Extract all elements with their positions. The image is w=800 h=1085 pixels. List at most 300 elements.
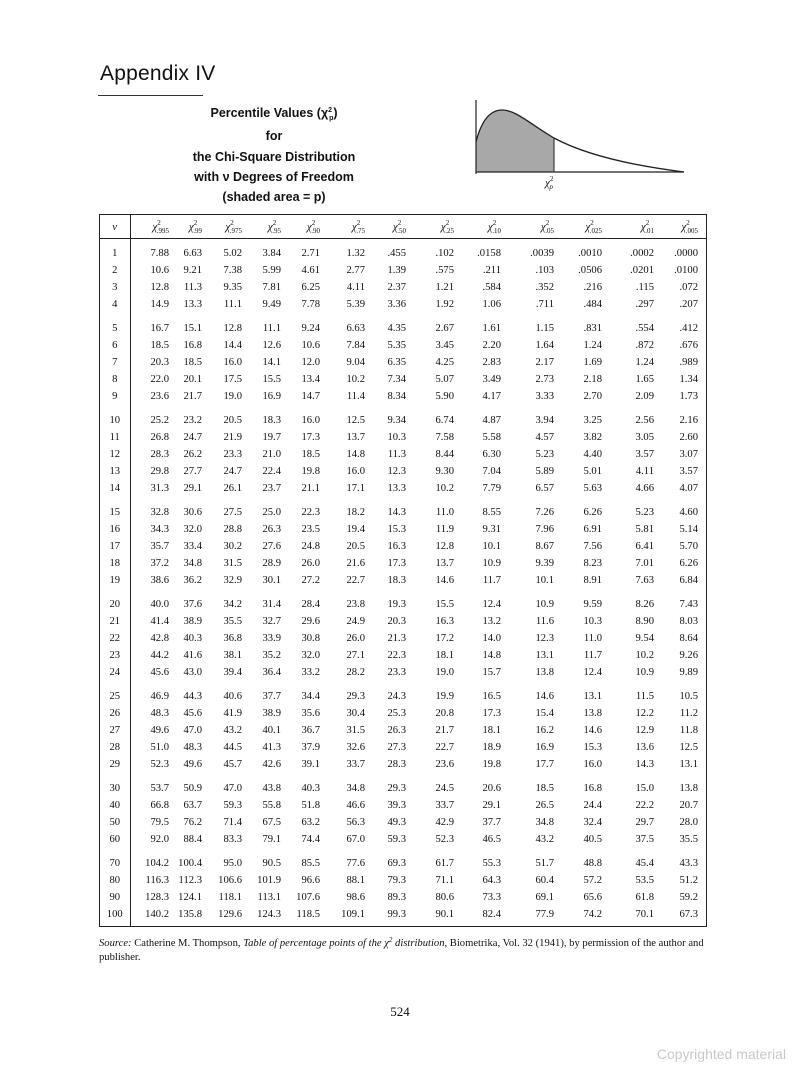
- heading-line-4: with ν Degrees of Freedom: [194, 169, 354, 184]
- table-cell: 1.21: [435, 282, 454, 293]
- table-cell: 15.0: [635, 783, 654, 794]
- table-cell: 38.9: [262, 708, 281, 719]
- table-cell: 52.3: [150, 759, 169, 770]
- table-cell: 44.2: [150, 650, 169, 661]
- header-col-sub: .50: [397, 226, 406, 235]
- table-cell: 2.83: [482, 357, 501, 368]
- table-cell: 1.65: [635, 374, 654, 385]
- table-cell: 88.1: [346, 875, 365, 886]
- table-cell: 6.63: [183, 248, 202, 259]
- table-cell: 104.2: [145, 858, 169, 869]
- table-cell: 7.43: [679, 599, 698, 610]
- table-cell: 19.0: [223, 391, 242, 402]
- table-row: [100, 722, 706, 739]
- header-col-sup: 2: [686, 218, 690, 227]
- table-cell: 14.9: [150, 299, 169, 310]
- table-cell: 2.16: [679, 415, 698, 426]
- table-cell: 9.35: [223, 282, 242, 293]
- table-cell: 3.57: [679, 466, 698, 477]
- table-cell: 27.5: [223, 507, 242, 518]
- row-nu: 23: [100, 647, 130, 664]
- table-cell: 20.1: [183, 374, 202, 385]
- table-cell: 9.30: [435, 466, 454, 477]
- table-cell: 36.4: [262, 667, 281, 678]
- table-cell: 59.3: [223, 800, 242, 811]
- table-cell: 5.58: [482, 432, 501, 443]
- table-cell: 30.1: [262, 575, 281, 586]
- table-cell: 5.23: [635, 507, 654, 518]
- table-cell: 11.6: [535, 616, 554, 627]
- table-cell: 10.5: [679, 691, 698, 702]
- table-cell: 10.9: [635, 667, 654, 678]
- table-cell: .676: [679, 340, 698, 351]
- table-cell: 10.3: [583, 616, 602, 627]
- table-cell: 15.5: [262, 374, 281, 385]
- table-cell: 79.5: [150, 817, 169, 828]
- table-cell: 26.1: [223, 483, 242, 494]
- table-cell: 35.5: [223, 616, 242, 627]
- table-cell: 1.61: [482, 323, 501, 334]
- table-cell: 11.3: [387, 449, 406, 460]
- table-row: [100, 906, 706, 926]
- table-cell: 10.2: [435, 483, 454, 494]
- table-cell: 29.1: [482, 800, 501, 811]
- row-nu: 24: [100, 664, 130, 681]
- table-cell: 79.1: [262, 834, 281, 845]
- table-cell: 40.6: [223, 691, 242, 702]
- table-row: [100, 630, 706, 647]
- table-cell: 4.87: [482, 415, 501, 426]
- table-cell: 13.3: [387, 483, 406, 494]
- table-cell: 23.5: [301, 524, 320, 535]
- chi-square-table-frame: [99, 214, 707, 927]
- heading-line-1-sub: p: [329, 115, 334, 122]
- table-cell: 37.5: [635, 834, 654, 845]
- table-row: [100, 429, 706, 446]
- table-cell: 42.6: [262, 759, 281, 770]
- table-cell: 3.25: [583, 415, 602, 426]
- table-cell: 4.57: [535, 432, 554, 443]
- table-cell: 40.3: [301, 783, 320, 794]
- table-cell: .412: [679, 323, 698, 334]
- table-cell: 10.9: [482, 558, 501, 569]
- table-cell: 5.39: [346, 299, 365, 310]
- table-cell: 98.6: [346, 892, 365, 903]
- header-col-symbol: χ: [487, 220, 493, 233]
- table-cell: 6.35: [387, 357, 406, 368]
- table-cell: 14.7: [301, 391, 320, 402]
- table-row: [100, 831, 706, 848]
- table-cell: 12.8: [223, 323, 242, 334]
- table-cell: 7.81: [262, 282, 281, 293]
- table-cell: 7.56: [583, 541, 602, 552]
- table-cell: 27.7: [183, 466, 202, 477]
- table-cell: 59.2: [679, 892, 698, 903]
- table-cell: .207: [679, 299, 698, 310]
- table-cell: 112.3: [178, 875, 202, 886]
- table-cell: 18.1: [482, 725, 501, 736]
- table-cell: 140.2: [145, 909, 169, 920]
- table-cell: 82.4: [482, 909, 501, 920]
- table-cell: 11.3: [183, 282, 202, 293]
- header-col-5: [328, 215, 373, 239]
- table-cell: 4.07: [679, 483, 698, 494]
- table-cell: 100.4: [178, 858, 202, 869]
- table-cell: 7.01: [635, 558, 654, 569]
- table-cell: 22.7: [435, 742, 454, 753]
- table-cell: 16.9: [262, 391, 281, 402]
- table-cell: 8.67: [535, 541, 554, 552]
- header-col-sup: 2: [492, 218, 497, 227]
- table-cell: .0010: [578, 248, 602, 259]
- header-col-symbol: χ: [640, 220, 646, 233]
- table-cell: 12.5: [346, 415, 365, 426]
- table-cell: 47.0: [183, 725, 202, 736]
- table-cell: 1.06: [482, 299, 501, 310]
- table-cell: 9.34: [387, 415, 406, 426]
- table-cell: 9.49: [262, 299, 281, 310]
- page-number: 524: [390, 1004, 410, 1019]
- table-heading: [140, 103, 408, 207]
- table-cell: 22.4: [262, 466, 281, 477]
- row-nu: 17: [100, 538, 130, 555]
- header-col-sub: .99: [193, 226, 202, 235]
- table-cell: 46.6: [346, 800, 365, 811]
- table-cell: 16.5: [482, 691, 501, 702]
- table-cell: 3.57: [635, 449, 654, 460]
- table-cell: 34.8: [346, 783, 365, 794]
- header-col-sub: .10: [492, 226, 501, 235]
- table-cell: 46.5: [482, 834, 501, 845]
- table-cell: 2.73: [535, 374, 554, 385]
- table-cell: 55.3: [482, 858, 501, 869]
- source-italic-title-2: distribution: [392, 938, 445, 949]
- table-cell: 42.8: [150, 633, 169, 644]
- table-row: [100, 337, 706, 354]
- header-col-sup: 2: [356, 218, 361, 227]
- table-cell: 19.8: [482, 759, 501, 770]
- header-col-sup: 2: [311, 218, 316, 227]
- table-cell: 61.8: [635, 892, 654, 903]
- table-cell: 17.5: [223, 374, 242, 385]
- table-cell: 25.0: [262, 507, 281, 518]
- table-cell: 21.3: [387, 633, 406, 644]
- table-cell: 14.4: [223, 340, 242, 351]
- table-cell: 7.58: [435, 432, 454, 443]
- table-cell: 28.3: [387, 759, 406, 770]
- table-cell: 2.67: [435, 323, 454, 334]
- table-cell: 13.2: [482, 616, 501, 627]
- figure-percentile-label: [545, 177, 553, 189]
- header-col-sup: 2: [445, 218, 450, 227]
- row-nu: 13: [100, 463, 130, 480]
- table-row: [100, 388, 706, 405]
- table-cell: 83.3: [223, 834, 242, 845]
- table-cell: 48.8: [583, 858, 602, 869]
- table-cell: 17.7: [535, 759, 554, 770]
- table-cell: 59.3: [387, 834, 406, 845]
- table-cell: 24.9: [346, 616, 365, 627]
- table-cell: 22.0: [150, 374, 169, 385]
- header-col-sup: 2: [590, 218, 594, 227]
- table-cell: 34.3: [150, 524, 169, 535]
- table-cell: 51.8: [301, 800, 320, 811]
- table-cell: 2.17: [535, 357, 554, 368]
- source-italic-sup: 2: [388, 936, 393, 944]
- table-row: [100, 572, 706, 589]
- table-cell: 48.3: [150, 708, 169, 719]
- table-cell: 9.04: [346, 357, 365, 368]
- table-cell: 9.39: [535, 558, 554, 569]
- row-nu: 60: [100, 831, 130, 848]
- table-cell: 95.0: [223, 858, 242, 869]
- table-row: [100, 239, 706, 263]
- table-cell: 43.2: [535, 834, 554, 845]
- table-row: [100, 889, 706, 906]
- table-cell: 2.18: [583, 374, 602, 385]
- table-cell: 21.9: [223, 432, 242, 443]
- table-cell: 18.5: [150, 340, 169, 351]
- table-cell: 33.7: [346, 759, 365, 770]
- table-cell: 29.7: [635, 817, 654, 828]
- table-cell: 51.2: [679, 875, 698, 886]
- table-cell: 101.9: [257, 875, 281, 886]
- table-cell: 64.3: [482, 875, 501, 886]
- header-col-1: [177, 215, 210, 239]
- row-nu: 19: [100, 572, 130, 589]
- header-col-10: [562, 215, 610, 239]
- table-cell: 4.35: [387, 323, 406, 334]
- header-col-symbol: χ: [440, 220, 446, 233]
- row-nu: 10: [100, 405, 130, 429]
- table-cell: 13.1: [583, 691, 602, 702]
- header-col-sub: .01: [645, 226, 654, 235]
- table-cell: 44.5: [223, 742, 242, 753]
- table-cell: 5.23: [535, 449, 554, 460]
- table-cell: 90.1: [435, 909, 454, 920]
- source-note: [99, 937, 707, 964]
- table-cell: 15.5: [435, 599, 454, 610]
- table-row: [100, 872, 706, 889]
- table-cell: 13.1: [679, 759, 698, 770]
- table-cell: .297: [635, 299, 654, 310]
- table-cell: 13.7: [346, 432, 365, 443]
- table-cell: 40.1: [262, 725, 281, 736]
- header-col-sub: .95: [272, 226, 281, 235]
- table-cell: .575: [435, 265, 454, 276]
- header-col-sub: .995: [156, 226, 169, 235]
- table-cell: 96.6: [301, 875, 320, 886]
- table-row: [100, 279, 706, 296]
- table-row: [100, 354, 706, 371]
- table-cell: 12.4: [583, 667, 602, 678]
- header-col-7: [414, 215, 462, 239]
- table-cell: 16.3: [387, 541, 406, 552]
- table-cell: 31.5: [223, 558, 242, 569]
- table-cell: 43.0: [183, 667, 202, 678]
- table-cell: 13.8: [583, 708, 602, 719]
- table-cell: 22.7: [346, 575, 365, 586]
- table-cell: 33.7: [435, 800, 454, 811]
- table-cell: 33.2: [301, 667, 320, 678]
- table-cell: 79.3: [387, 875, 406, 886]
- table-cell: 129.6: [218, 909, 242, 920]
- table-cell: 15.3: [583, 742, 602, 753]
- table-cell: 13.8: [679, 783, 698, 794]
- table-cell: 26.5: [535, 800, 554, 811]
- header-col-11: [610, 215, 662, 239]
- row-nu: 11: [100, 429, 130, 446]
- table-cell: 14.6: [535, 691, 554, 702]
- table-cell: 8.26: [635, 599, 654, 610]
- table-cell: 77.9: [535, 909, 554, 920]
- table-body: [100, 239, 706, 927]
- copyright-watermark: Copyrighted material: [656, 1046, 786, 1062]
- header-col-symbol: χ: [267, 220, 273, 233]
- table-cell: 11.7: [583, 650, 602, 661]
- table-cell: 61.7: [435, 858, 454, 869]
- table-cell: 50.9: [183, 783, 202, 794]
- row-nu: 14: [100, 480, 130, 497]
- table-cell: 12.9: [635, 725, 654, 736]
- table-row: [100, 848, 706, 872]
- table-row: [100, 521, 706, 538]
- table-cell: 8.55: [482, 507, 501, 518]
- table-cell: 67.0: [346, 834, 365, 845]
- table-cell: 43.3: [679, 858, 698, 869]
- table-cell: 20.5: [346, 541, 365, 552]
- table-cell: 30.4: [346, 708, 365, 719]
- table-cell: 3.36: [387, 299, 406, 310]
- table-row: [100, 262, 706, 279]
- table-cell: 27.1: [346, 650, 365, 661]
- table-cell: 80.6: [435, 892, 454, 903]
- table-row: [100, 538, 706, 555]
- table-cell: 19.9: [435, 691, 454, 702]
- table-cell: 1.34: [679, 374, 698, 385]
- table-cell: 3.07: [679, 449, 698, 460]
- table-cell: 17.3: [482, 708, 501, 719]
- table-cell: 9.21: [183, 265, 202, 276]
- figure-label-sub: p: [549, 183, 553, 191]
- table-cell: 3.84: [262, 248, 281, 259]
- table-row: [100, 705, 706, 722]
- header-col-8: [462, 215, 509, 239]
- table-cell: 3.49: [482, 374, 501, 385]
- table-cell: 13.7: [435, 558, 454, 569]
- source-text-2: , Biometrika, Vol. 32 (1941), by permission of the author and publisher.: [99, 938, 704, 963]
- table-cell: .455: [387, 248, 406, 259]
- table-cell: 5.07: [435, 374, 454, 385]
- table-cell: 16.8: [183, 340, 202, 351]
- row-nu: 12: [100, 446, 130, 463]
- table-cell: 17.2: [435, 633, 454, 644]
- table-cell: .352: [535, 282, 554, 293]
- source-italic-title: Table of percentage points of the χ: [243, 938, 389, 949]
- table-cell: 31.3: [150, 483, 169, 494]
- table-cell: 16.0: [346, 466, 365, 477]
- table-cell: 49.6: [150, 725, 169, 736]
- table-cell: 26.0: [301, 558, 320, 569]
- table-cell: .0506: [578, 265, 602, 276]
- header-col-sub: .05: [545, 226, 554, 235]
- table-cell: 32.0: [183, 524, 202, 535]
- table-cell: 7.78: [301, 299, 320, 310]
- table-row: [100, 681, 706, 705]
- table-cell: 24.5: [435, 783, 454, 794]
- row-nu: 2: [100, 262, 130, 279]
- table-cell: 23.6: [150, 391, 169, 402]
- table-cell: 29.1: [183, 483, 202, 494]
- table-cell: 11.5: [635, 691, 654, 702]
- table-cell: 29.3: [346, 691, 365, 702]
- table-cell: .211: [482, 265, 501, 276]
- table-cell: 8.64: [679, 633, 698, 644]
- table-cell: 9.31: [482, 524, 501, 535]
- table-cell: 16.3: [435, 616, 454, 627]
- table-cell: 6.25: [301, 282, 320, 293]
- table-cell: .584: [482, 282, 501, 293]
- table-cell: 51.0: [150, 742, 169, 753]
- title-underline: [98, 95, 203, 96]
- table-cell: 19.4: [346, 524, 365, 535]
- table-cell: 28.4: [301, 599, 320, 610]
- table-cell: 118.5: [296, 909, 320, 920]
- header-col-sub: .975: [229, 226, 242, 235]
- table-cell: 26.8: [150, 432, 169, 443]
- table-cell: 22.2: [635, 800, 654, 811]
- source-label: Source:: [99, 938, 132, 949]
- heading-line-3: the Chi-Square Distribution: [192, 149, 356, 164]
- table-cell: 16.0: [583, 759, 602, 770]
- table-cell: 41.3: [262, 742, 281, 753]
- table-cell: 10.6: [301, 340, 320, 351]
- table-cell: 39.1: [301, 759, 320, 770]
- header-col-sub: .025: [589, 226, 602, 235]
- table-row: [100, 773, 706, 797]
- table-cell: 18.3: [262, 415, 281, 426]
- table-cell: 2.09: [635, 391, 654, 402]
- table-cell: 14.8: [482, 650, 501, 661]
- table-cell: 5.02: [223, 248, 242, 259]
- table-cell: 12.4: [482, 599, 501, 610]
- header-col-sup: 2: [545, 218, 550, 227]
- header-col-4: [289, 215, 328, 239]
- table-cell: 1.24: [583, 340, 602, 351]
- table-cell: 24.7: [223, 466, 242, 477]
- table-cell: 14.6: [435, 575, 454, 586]
- table-cell: 5.14: [679, 524, 698, 535]
- table-cell: 45.6: [150, 667, 169, 678]
- figure-label-sup: 2: [549, 175, 554, 183]
- table-cell: 36.2: [183, 575, 202, 586]
- header-col-symbol: χ: [351, 220, 357, 233]
- row-nu: 100: [100, 906, 130, 926]
- table-cell: 24.7: [183, 432, 202, 443]
- table-cell: 32.9: [223, 575, 242, 586]
- row-nu: 22: [100, 630, 130, 647]
- table-cell: 8.34: [387, 391, 406, 402]
- table-cell: 32.7: [262, 616, 281, 627]
- table-cell: 63.2: [301, 817, 320, 828]
- table-cell: 5.63: [583, 483, 602, 494]
- row-nu: 16: [100, 521, 130, 538]
- table-cell: 20.3: [150, 357, 169, 368]
- table-cell: 118.1: [218, 892, 242, 903]
- header-col-0: [130, 215, 177, 239]
- row-nu: 20: [100, 589, 130, 613]
- table-cell: 38.1: [223, 650, 242, 661]
